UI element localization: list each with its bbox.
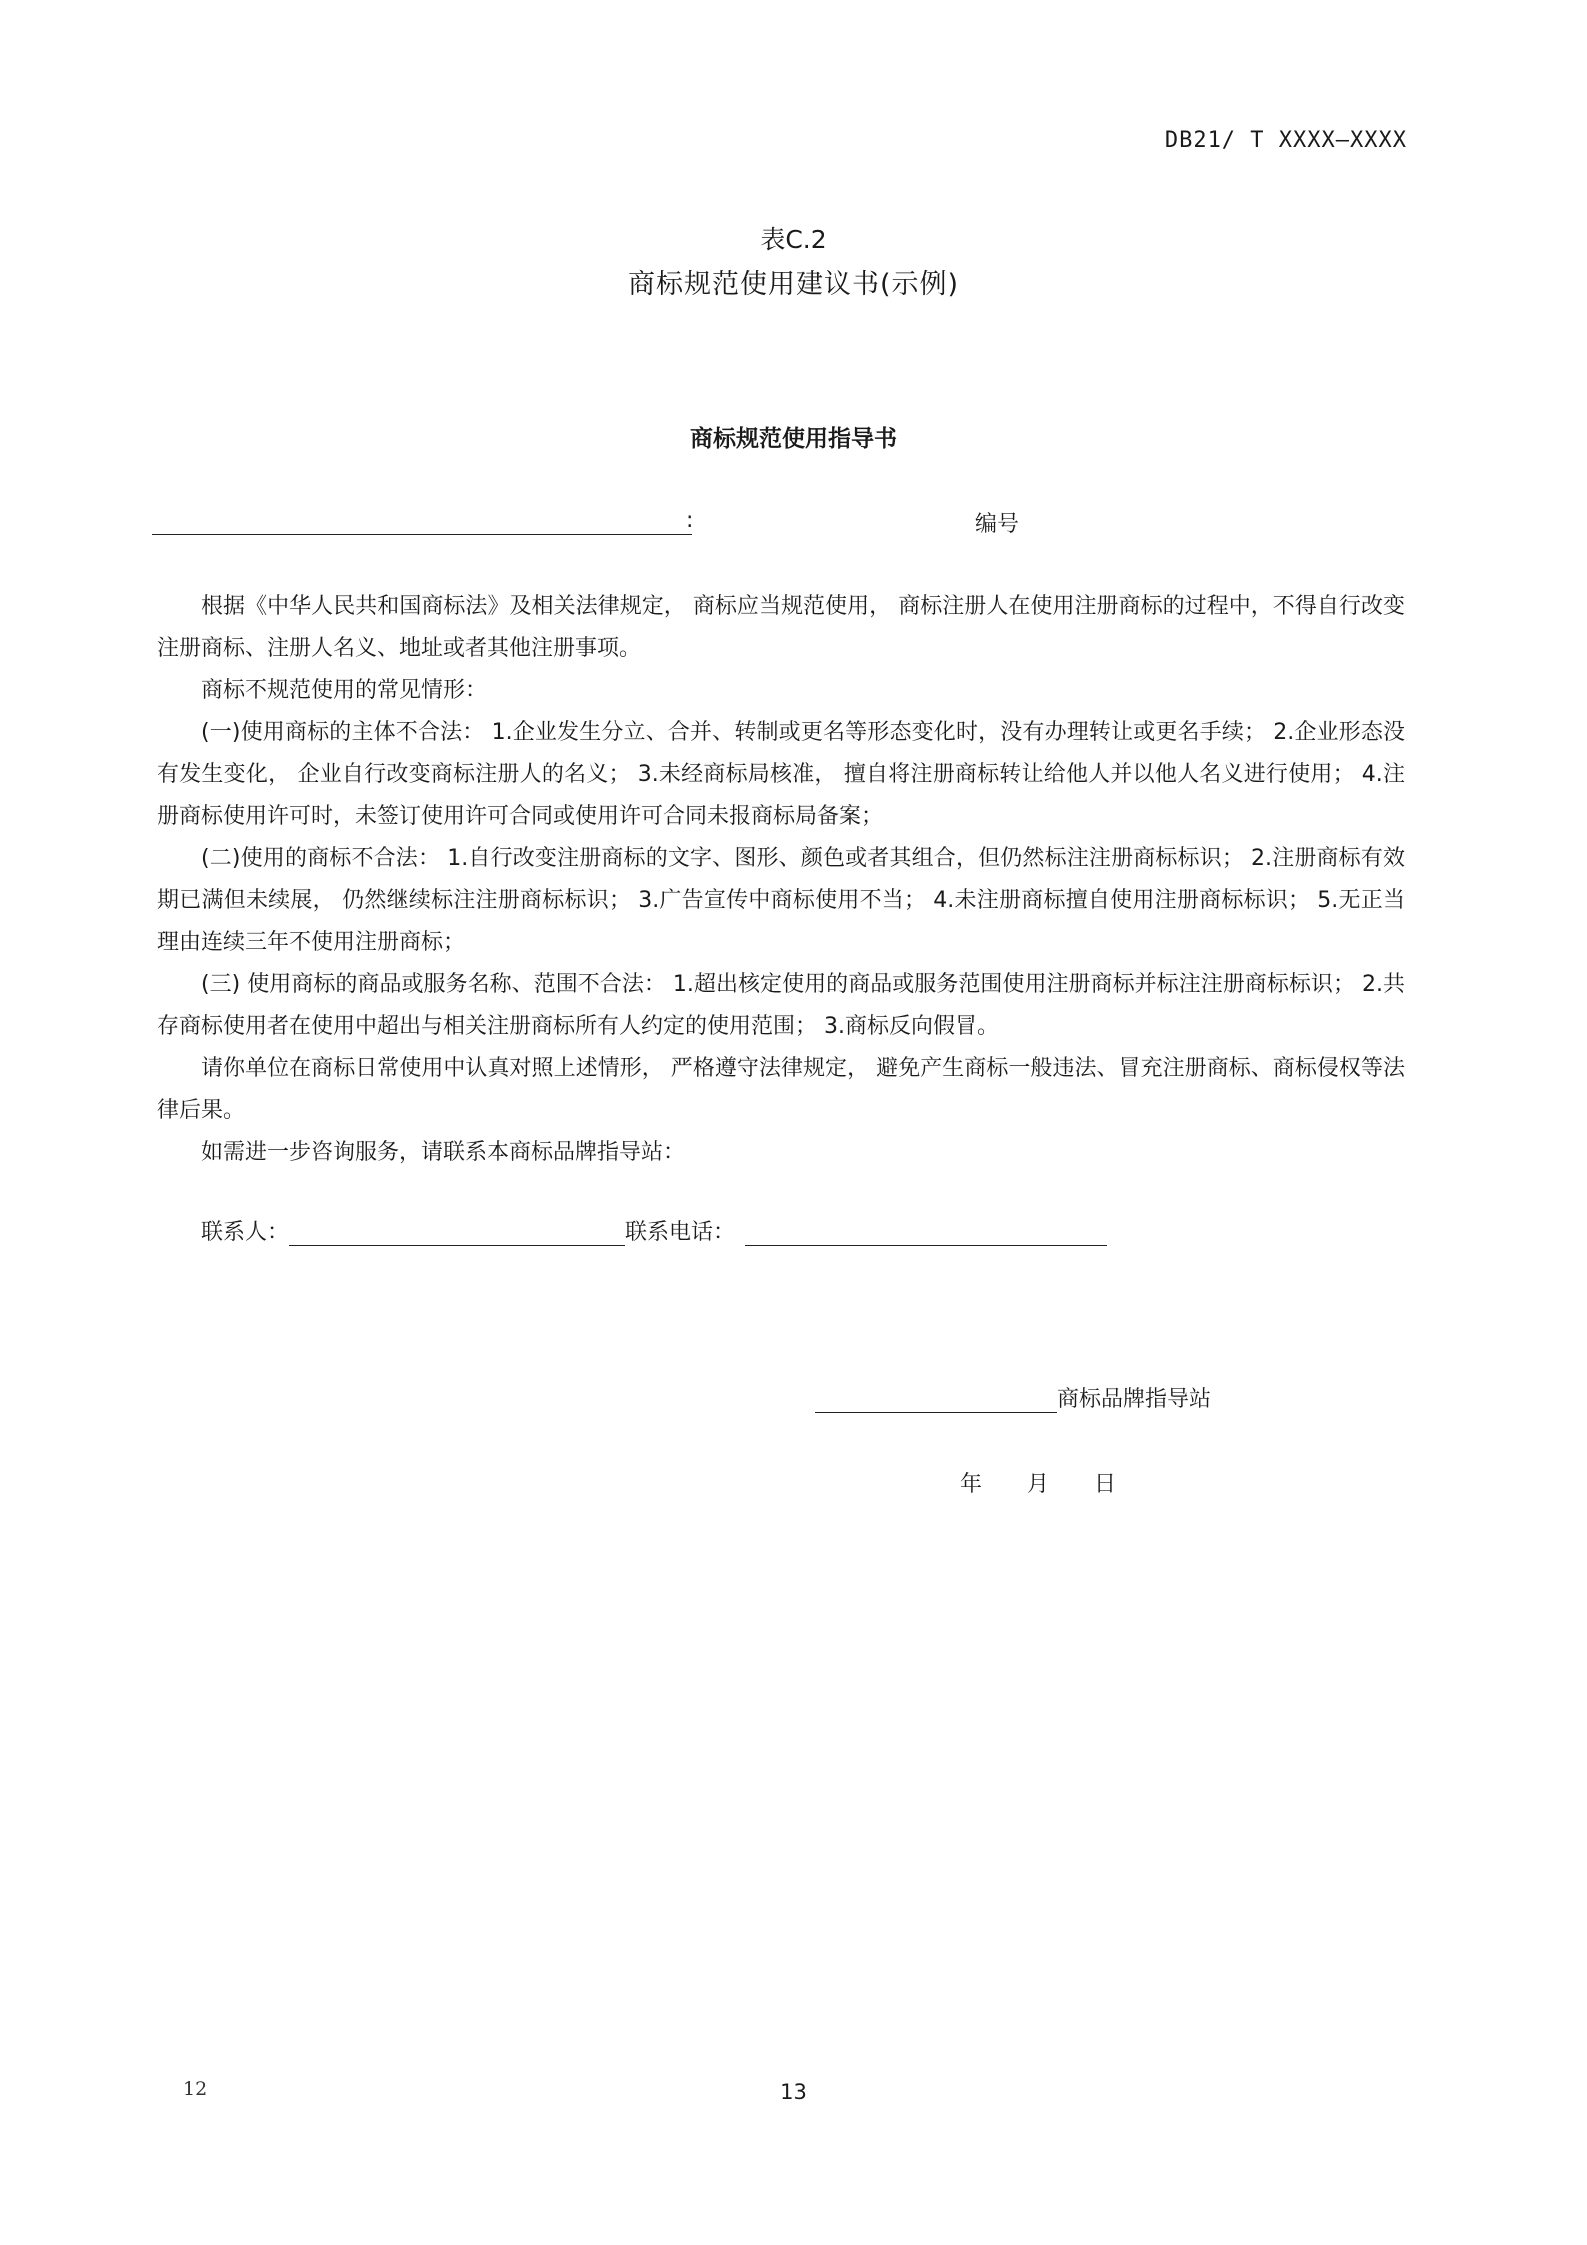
station-fill-line <box>815 1384 1057 1413</box>
body-text <box>157 586 1405 1174</box>
date-month: 月 <box>1027 1472 1050 1497</box>
number-label: 编号 <box>975 512 1020 537</box>
station-label: 商标品牌指导站 <box>1057 1387 1212 1412</box>
contact-row <box>201 1215 1107 1246</box>
table-title: 商标规范使用建议书(示例) <box>627 269 960 300</box>
page-number: 13 <box>780 2080 807 2104</box>
phone-fill-line <box>745 1217 1107 1246</box>
standard-code: DB21/ T XXXX—XXXX <box>1164 128 1407 153</box>
paragraph-intro: 根据《中华人民共和国商标法》及相关法律规定， 商标应当规范使用， 商标注册人在使用注册商标的过程中，不得自行改变注册商标、注册人名义、地址或者其他注册事项。 <box>157 594 1405 661</box>
contact-fill-line <box>289 1217 625 1246</box>
paragraph-case-1: (一)使用商标的主体不合法： 1.企业发生分立、合并、转制或更名等形态变化时，没有办理转让或更名手续； 2.企业形态没有发生变化， 企业自行改变商标注册人的名义； 3.未经商标局核准， 擅自将注册商标转让给他人并以他人名义进行使用； 4.注册商标使用许可时，未签订使用许可合同或使用许可合同未报商标局备案； <box>157 720 1405 829</box>
paragraph-common-cases: 商标不规范使用的常见情形： <box>201 678 488 703</box>
table-number: 表C.2 <box>760 225 827 254</box>
paragraph-advice: 请你单位在商标日常使用中认真对照上述情形， 严格遵守法律规定， 避免产生商标一般违法、冒充注册商标、商标侵权等法律后果。 <box>157 1056 1405 1123</box>
contact-label: 联系人： <box>201 1220 290 1245</box>
date-year: 年 <box>960 1472 983 1497</box>
document-heading: 商标规范使用指导书 <box>690 426 897 452</box>
recipient-fill-line <box>152 534 692 535</box>
recipient-colon: : <box>686 508 694 533</box>
phone-label: 联系电话： <box>625 1220 736 1245</box>
station-signature-row <box>815 1382 1211 1413</box>
paragraph-case-2: (二)使用的商标不合法： 1.自行改变注册商标的文字、图形、颜色或者其组合，但仍然标注注册商标标识； 2.注册商标有效期已满但未续展， 仍然继续标注注册商标标识； 3.广告宣传中商标使用不当； 4.未注册商标擅自使用注册商标标识； 5.无正当理由连续三年不使用注册商标； <box>157 846 1405 955</box>
date-row <box>960 1467 1154 1498</box>
paragraph-contact: 如需进一步咨询服务，请联系本商标品牌指导站： <box>201 1140 686 1165</box>
date-day: 日 <box>1094 1472 1117 1497</box>
paragraph-case-3: (三) 使用商标的商品或服务名称、范围不合法： 1.超出核定使用的商品或服务范围使用注册商标并标注注册商标标识； 2.共存商标使用者在使用中超出与相关注册商标所有人约定的使用范围； 3.商标反向假冒。 <box>157 972 1405 1039</box>
original-page-number: 12 <box>183 2078 208 2100</box>
